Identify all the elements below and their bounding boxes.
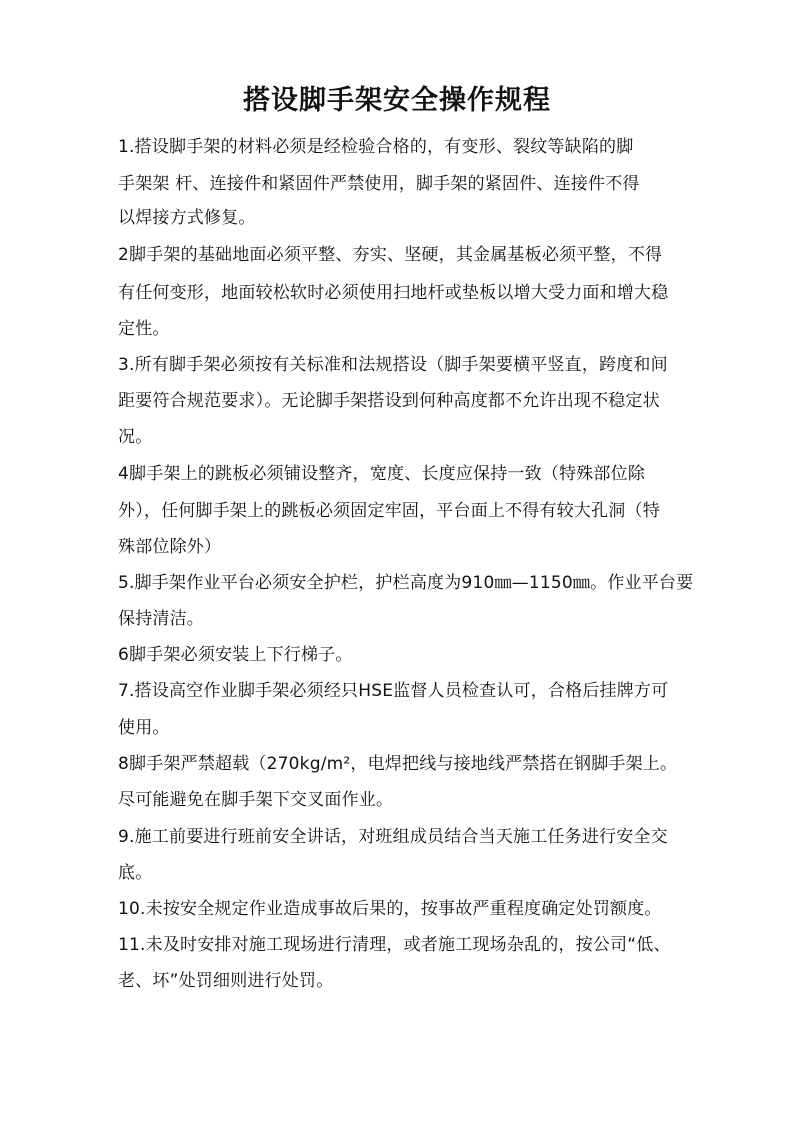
text-line: 使用。	[118, 718, 170, 738]
text-line: 老、坏”处罚细则进行处罚。	[118, 971, 334, 991]
text-line: 距要符合规范要求）。无论脚手架搭设到何种高度都不允许出现不稳定状	[118, 391, 660, 411]
text-line: 况。	[118, 427, 153, 447]
text-line: 1.搭设脚手架的材料必须是经检验合格的，有变形、裂纹等缺陷的脚	[118, 137, 634, 157]
text-line: 5.脚手架作业平台必须安全护栏，护栏高度为910㎜—1150㎜。作业平台要	[118, 573, 694, 593]
text-line: 3.所有脚手架必须按有关标准和法规搭设（脚手架要横平竖直，跨度和间	[118, 355, 668, 375]
text-line: 4脚手架上的跳板必须铺设整齐，宽度、长度应保持一致（特殊部位除	[118, 464, 646, 484]
text-line: 11.未及时安排对施工现场进行清理，或者施工现场杂乱的，按公司“低、	[118, 935, 671, 955]
text-line: 2脚手架的基础地面必须平整、夯实、坚硬，其金属基板必须平整，不得	[118, 245, 663, 265]
text-line: 以焊接方式修复。	[118, 208, 256, 228]
text-line: 外），任何脚手架上的跳板必须固定牢固，平台面上不得有较大孔洞（特	[118, 501, 660, 521]
document-title: 搭设脚手架安全操作规程	[243, 85, 551, 116]
text-line: 尽可能避免在脚手架下交叉面作业。	[118, 790, 394, 810]
text-line: 殊部位除外）	[118, 537, 222, 557]
text-line: 9.施工前要进行班前安全讲话，对班组成员结合当天施工任务进行安全交	[118, 827, 668, 847]
text-line: 手架架 杆、连接件和紧固件严禁使用，脚手架的紧固件、连接件不得	[118, 174, 640, 194]
text-line: 6脚手架必须安装上下行梯子。	[118, 645, 353, 665]
text-line: 有任何变形，地面较松软时必须使用扫地杆或垫板以增大受力面和增大稳	[118, 283, 669, 303]
text-line: 保持清洁。	[118, 609, 204, 629]
text-line: 10.未按安全规定作业造成事故后果的，按事故严重程度确定处罚额度。	[118, 899, 662, 919]
text-line: 定性。	[118, 319, 170, 339]
text-line: 7.搭设高空作业脚手架必须经只HSE监督人员检查认可，合格后挂牌方可	[118, 681, 669, 701]
text-line: 8脚手架严禁超载（270kg/m²，电焊把线与接地线严禁搭在钢脚手架上。	[118, 754, 678, 774]
text-line: 底。	[118, 863, 153, 883]
